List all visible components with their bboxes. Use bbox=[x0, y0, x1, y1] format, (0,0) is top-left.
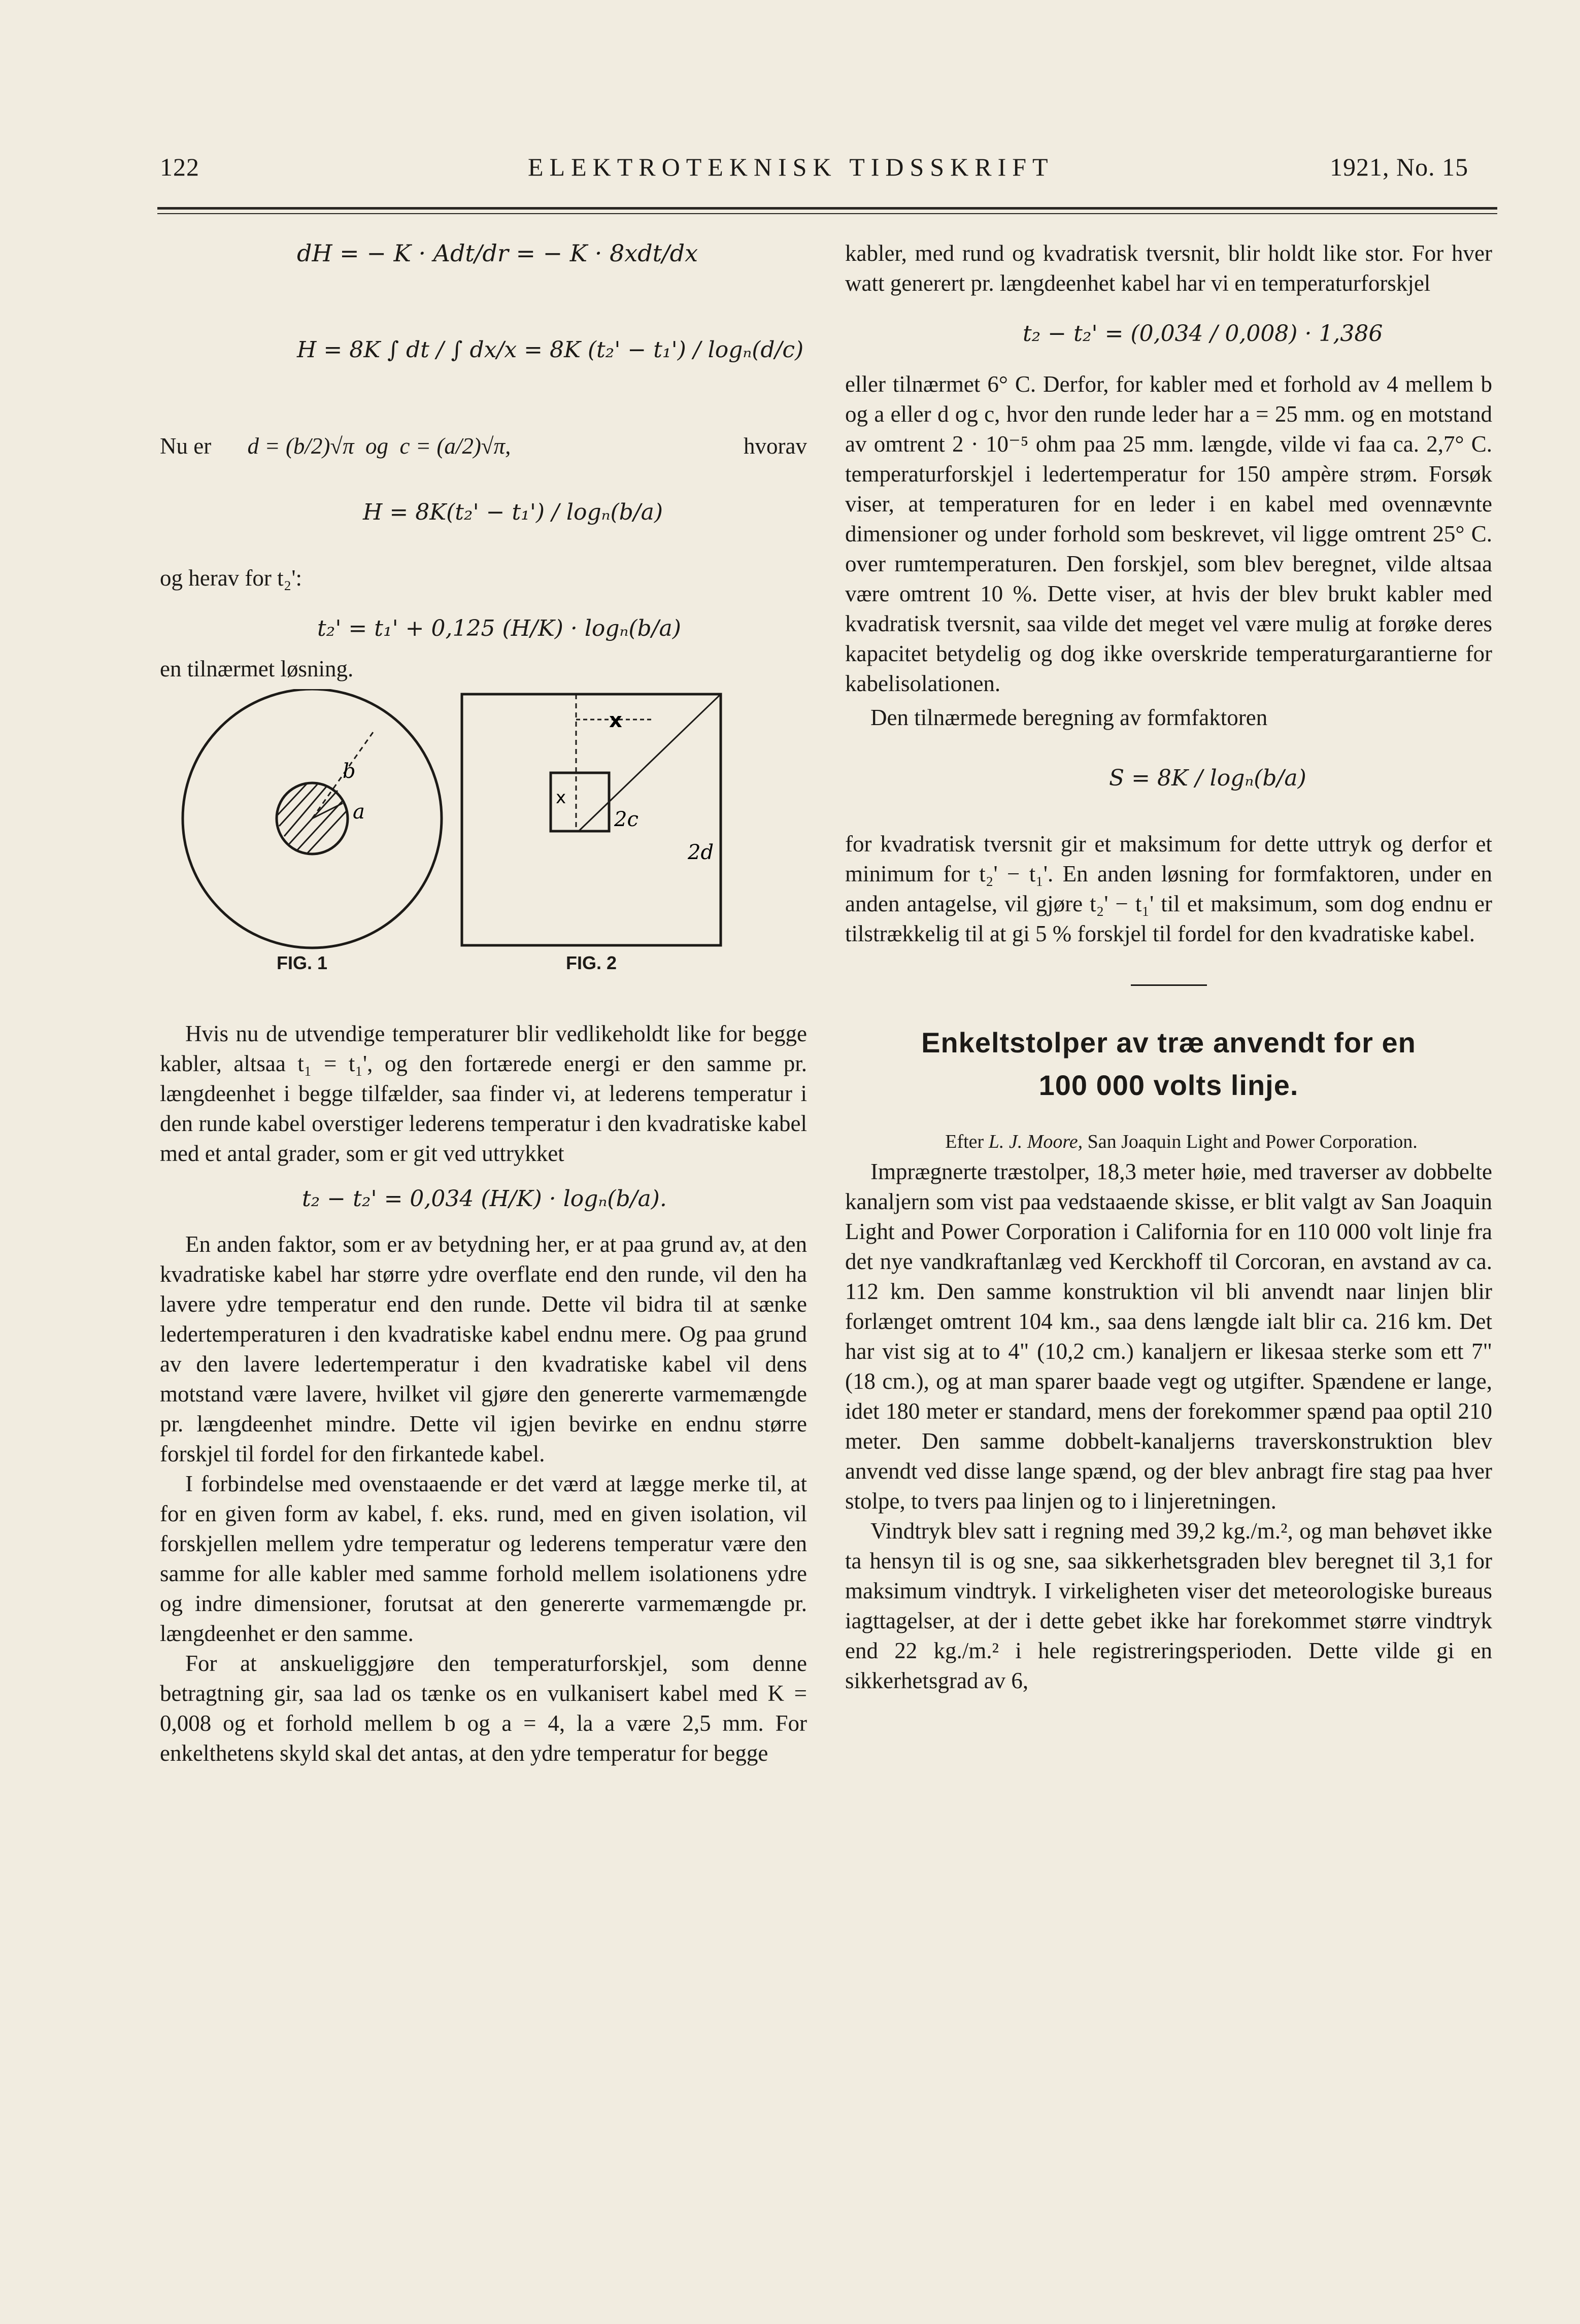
fig1-label-a: a bbox=[353, 800, 365, 824]
journal-title: ELEKTROTEKNISK TIDSSKRIFT bbox=[528, 153, 1054, 181]
fig2-caption: FIG. 2 bbox=[566, 952, 617, 973]
left-para-2: En anden faktor, som er av betydning her, er at paa grund av, at den kvadratiske kabel har større ydre overflate end den runde, vil den ha lavere ydre temperatur end den runde. Dette vil bidra til at sænke ledertemperaturen i den kvadratiske kabel endnu mere. Og paa grund av den lavere ledertemperatur i den kvadratiske kabel vil dens motstand være lavere, hvilket vil gjøre den genererte varmemængde pr. længdeenhet mindre. Dette vil igjen bevirke en endnu større forskjel til fordel for den firkantede kabel. bbox=[160, 1232, 807, 1466]
article-title-line2: 100 000 volts linje. bbox=[1038, 1069, 1299, 1101]
formula-example-text: t₂ − t₂' = (0,034 / 0,008) · 1,386 bbox=[1023, 321, 1383, 347]
formula-t2-text: t₂' = t₁' + 0,125 (H/K) · logₙ(b/a) bbox=[317, 616, 681, 641]
og-herav-line: og herav for t₂': bbox=[160, 565, 302, 591]
byline-author: L. J. Moore, bbox=[988, 1131, 1083, 1152]
left-para-1: Hvis nu de utvendige temperaturer blir vedlikeholdt like for begge kabler, altsaa t₁ = t₁', og den fortærede energi er den samme pr. længdeenhet i begge tilfælder, saa finder vi, at lederens temperatur i den runde kabel overstiger lederens temperatur i den kvadratiske kabel med et antal grader, som er git ved uttrykket bbox=[160, 1021, 807, 1166]
formula-S bbox=[845, 733, 1492, 829]
fig2-label-x: x bbox=[609, 709, 622, 732]
formula-H-integral-text: H = 8K ∫ dt / ∫ dx/x = 8K (t₂' − t₁') / logₙ(d/c) bbox=[297, 337, 804, 363]
right-para-5: Imprægnerte træstolper, 18,3 meter høie, med traverser av dobbelte kanaljern som vist paa vedstaaende skisse, er blit valgt av San Joaquin Light and Power Corporation i California for en 110 000 volt linje fra det nye vandkraftanlæg ved Kerckhoff til Corcoran, en avstand av ca. 112 km. Den samme konstruktion vil bli anvendt naar linjen blir forlænget omtrent 104 km., saa dens længde ialt blir ca. 216 km. Det har vist sig at to 4" (10,2 cm.) kanaljern er likesaa sterke som ett 7" (18 cm.), og at man sparer baade vegt og utgifter. Spændene er lange, idet 180 meter er standard, mens der forekommer spænd paa optil 210 meter. Den samme dobbelt-kanaljerns traverskonstruktion blev anvendt ved disse lange spænd, og der blev anbragt fire stag paa hver stolpe, to tvers paa linjen og to i linjeretningen. bbox=[845, 1159, 1492, 1514]
fig2-label-2d: 2d bbox=[688, 841, 714, 864]
fig2-drawing bbox=[462, 694, 721, 945]
formula-H bbox=[160, 477, 807, 563]
byline-prefix: Efter bbox=[945, 1131, 984, 1152]
article-title-line1: Enkeltstolper av træ anvendt for en bbox=[921, 1027, 1416, 1058]
right-para-4: for kvadratisk tversnit gir et maksimum for dette uttryk og derfor et minimum for t₂' − t₁'. En anden løsning for formfaktoren, under en anden antagelse, vil gjøre t₂' − t₁' til et maksimum, som dog endnu er tilstrækkelig til at gi 5 % forskjel til fordel for den kvadratiske kabel. bbox=[845, 831, 1492, 946]
formula-diff-text: t₂ − t₂' = 0,034 (H/K) · logₙ(b/a). bbox=[302, 1186, 667, 1212]
formula-dH bbox=[160, 238, 807, 315]
article-title bbox=[845, 1021, 1492, 1107]
formula-example bbox=[845, 298, 1492, 369]
fig2-label-2c: 2c bbox=[614, 808, 638, 831]
formula-H-text: H = 8K(t₂' − t₁') / logₙ(b/a) bbox=[363, 499, 663, 525]
formula-diff bbox=[160, 1169, 807, 1229]
right-para-2: eller tilnærmet 6° C. Derfor, for kabler med et forhold av 4 mellem b og a eller d og c, hvor den runde leder har a = 25 mm. og en motstand av omtrent 2 · 10⁻⁵ ohm paa 25 mm. længde, vilde vi faa ca. 2,7° C. temperaturforskjel i ledertemperatur for 150 ampère strøm. Forsøk viser, at temperaturen for en leder i en kabel med ovennævnte dimensioner og under forhold som beskrevet, vil ligge omtrent 25° C. over rumtemperaturen. Den forskjel, som blev beregnet, vilde altsaa være omtrent 10 %. Dette viser, at hvis der blev brukt kabler med kvadratisk tversnit, saa vilde det meget vel være mulig at forøke deres kapacitet betydelig og dog ikke overskride temperaturgarantierne for kabelisolationen. bbox=[845, 371, 1492, 696]
fig1-drawing bbox=[183, 689, 442, 948]
fig2-diagonal bbox=[579, 694, 721, 831]
right-column bbox=[845, 238, 1492, 1696]
fig1-radius-a bbox=[312, 803, 343, 818]
fig2-label-x-inner: x bbox=[556, 788, 566, 808]
issue-number: 1921, No. 15 bbox=[1330, 153, 1469, 181]
left-column bbox=[160, 238, 807, 1768]
formula-S-text: S = 8K / logₙ(b/a) bbox=[1109, 765, 1306, 791]
formula-d-c: d = (b/2)√π og c = (a/2)√π, bbox=[247, 433, 511, 459]
nu-er-line bbox=[160, 431, 807, 477]
formula-dH-text: dH = − K · Adt/dr = − K · 8xdt/dx bbox=[297, 240, 698, 267]
header-rule-thin bbox=[157, 213, 1497, 214]
right-para-1: kabler, med rund og kvadratisk tversnit, blir holdt like stor. For hver watt generert pr. længdeenhet kabel har vi en temperaturforskjel bbox=[845, 241, 1492, 296]
formula-H-integral bbox=[160, 315, 807, 431]
hvorav-label: hvorav bbox=[744, 433, 807, 459]
figures-svg bbox=[160, 689, 807, 973]
byline bbox=[845, 1127, 1492, 1157]
fig1-caption: FIG. 1 bbox=[277, 952, 328, 973]
article-separator bbox=[1131, 984, 1207, 986]
left-para-4: For at anskueliggjøre den temperaturforskjel, som denne betragtning gir, saa lad os tænke os en vulkanisert kabel med K = 0,008 og et forhold mellem b og a = 4, la a være 2,5 mm. For enkelthetens skyld skal det antas, at den ydre temperatur for begge bbox=[160, 1651, 807, 1766]
page-number: 122 bbox=[160, 153, 199, 181]
right-para-6: Vindtryk blev satt i regning med 39,2 kg./m.², og man behøvet ikke ta hensyn til is og sne, saa sikkerhetsgraden blev beregnet til 3,1 for maksimum vindtryk. I virkeligheten viser det meteorologiske bureaus iagttagelser, at der i dette gebet ikke har forekommet større vindtryk end 22 kg./m.² i hele registreringsperioden. Dette vilde gi en sikkerhetsgrad av 6, bbox=[845, 1518, 1492, 1693]
left-para-3: I forbindelse med ovenstaaende er det værd at lægge merke til, at for en given form av kabel, f. eks. rund, med en given isolation, vil forskjellen mellem ydre temperatur og lederens temperatur være den samme for alle kabler med samme forhold mellem isolationens ydre og indre dimensioner, forutsat at den genererte varmemængde pr. længdeenhet er den samme. bbox=[160, 1471, 807, 1646]
fig1-label-b: b bbox=[343, 760, 356, 783]
figures bbox=[160, 689, 807, 973]
byline-org: San Joaquin Light and Power Corporation. bbox=[1087, 1131, 1418, 1152]
nu-er-label: Nu er bbox=[160, 433, 212, 459]
right-para-3: Den tilnærmede beregning av formfaktoren bbox=[870, 705, 1268, 730]
formula-t2 bbox=[160, 603, 807, 654]
header-rule-thick bbox=[157, 207, 1497, 210]
approx-label: en tilnærmet løsning. bbox=[160, 656, 354, 681]
